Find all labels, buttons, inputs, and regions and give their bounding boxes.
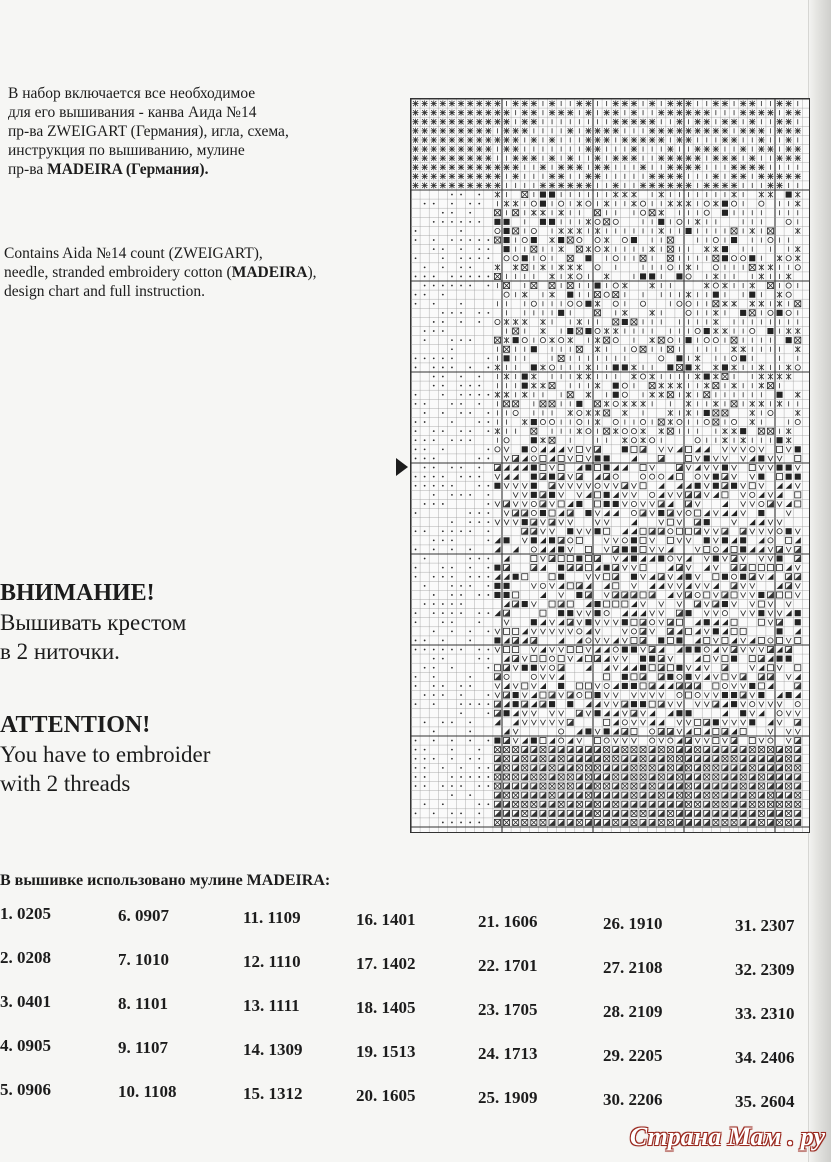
kit-ru-line-1: В набор включается все необходимое	[8, 85, 256, 102]
kit-ru-line-5	[8, 160, 368, 179]
thread-codes-list	[0, 900, 831, 1130]
center-marker-arrow	[396, 458, 408, 476]
site-watermark: Страна Мам . ру	[629, 1122, 825, 1151]
kit-en-line-3: design chart and full instruction.	[4, 283, 206, 300]
thread-code: 21. 1606	[478, 912, 538, 931]
cross-stitch-chart	[410, 98, 810, 833]
thread-code: 6. 0907	[118, 906, 169, 925]
kit-contents-ru	[8, 84, 368, 179]
thread-code: 22. 1701	[478, 956, 538, 975]
thread-code: 2. 0208	[0, 948, 51, 967]
thread-code: 34. 2406	[735, 1048, 795, 1067]
thread-code: 31. 2307	[735, 916, 795, 935]
kit-en-line-1: Contains Aida №14 count (ZWEIGART),	[4, 245, 263, 262]
thread-code: 3. 0401	[0, 992, 51, 1011]
thread-code: 33. 2310	[735, 1004, 795, 1023]
thread-code: 11. 1109	[243, 908, 301, 927]
thread-code: 1. 0205	[0, 904, 51, 923]
kit-en-line-2	[4, 263, 384, 282]
attention-en-title: ATTENTION!	[0, 712, 151, 738]
thread-code: 7. 1010	[118, 950, 169, 969]
kit-en-brand: MADEIRA	[231, 264, 308, 281]
attention-ru-line-2: в 2 ниточки.	[0, 639, 120, 664]
thread-code: 13. 1111	[243, 996, 300, 1015]
thread-code: 30. 2206	[603, 1090, 663, 1109]
threads-header: В вышивке использовано мулине MADEIRA:	[0, 872, 331, 889]
thread-code: 23. 1705	[478, 1000, 538, 1019]
kit-contents-en	[4, 244, 384, 301]
thread-code: 12. 1110	[243, 952, 301, 971]
thread-code: 8. 1101	[118, 994, 169, 1013]
thread-code: 10. 1108	[118, 1082, 177, 1101]
attention-en-line-1: You have to embroider	[0, 742, 211, 767]
thread-code: 14. 1309	[243, 1040, 303, 1059]
attention-ru	[0, 578, 186, 666]
attention-ru-line-1: Вышивать крестом	[0, 610, 187, 635]
kit-ru-line-2: для его вышивания - канва Аида №14	[8, 104, 257, 121]
kit-en-line-2-suffix: ),	[307, 264, 317, 281]
thread-code: 28. 2109	[603, 1002, 663, 1021]
thread-code: 15. 1312	[243, 1084, 303, 1103]
thread-code: 17. 1402	[356, 954, 416, 973]
kit-ru-brand: MADEIRA (Германия).	[47, 161, 209, 178]
attention-en	[0, 710, 210, 798]
attention-ru-title: ВНИМАНИЕ!	[0, 580, 155, 606]
thread-code: 9. 1107	[118, 1038, 169, 1057]
thread-code: 24. 1713	[478, 1044, 538, 1063]
kit-ru-line-5-prefix: пр-ва	[8, 161, 48, 178]
stitch-grid	[411, 99, 810, 833]
thread-code: 19. 1513	[356, 1042, 416, 1061]
thread-code: 25. 1909	[478, 1088, 538, 1107]
thread-code: 20. 1605	[356, 1086, 416, 1105]
attention-en-line-2: with 2 threads	[0, 771, 131, 796]
thread-code: 27. 2108	[603, 958, 663, 977]
kit-ru-line-3: пр-ва ZWEIGART (Германия), игла, схема,	[8, 123, 289, 140]
thread-code: 18. 1405	[356, 998, 416, 1017]
thread-code: 32. 2309	[735, 960, 795, 979]
thread-code: 35. 2604	[735, 1092, 795, 1111]
kit-en-line-2-prefix: needle, stranded embroidery cotton (	[4, 264, 232, 281]
kit-ru-line-4: инструкция по вышиванию, мулине	[8, 142, 245, 159]
thread-code: 5. 0906	[0, 1080, 51, 1099]
thread-code: 4. 0905	[0, 1036, 51, 1055]
thread-code: 16. 1401	[356, 910, 416, 929]
thread-code: 26. 1910	[603, 914, 663, 933]
thread-code: 29. 2205	[603, 1046, 663, 1065]
